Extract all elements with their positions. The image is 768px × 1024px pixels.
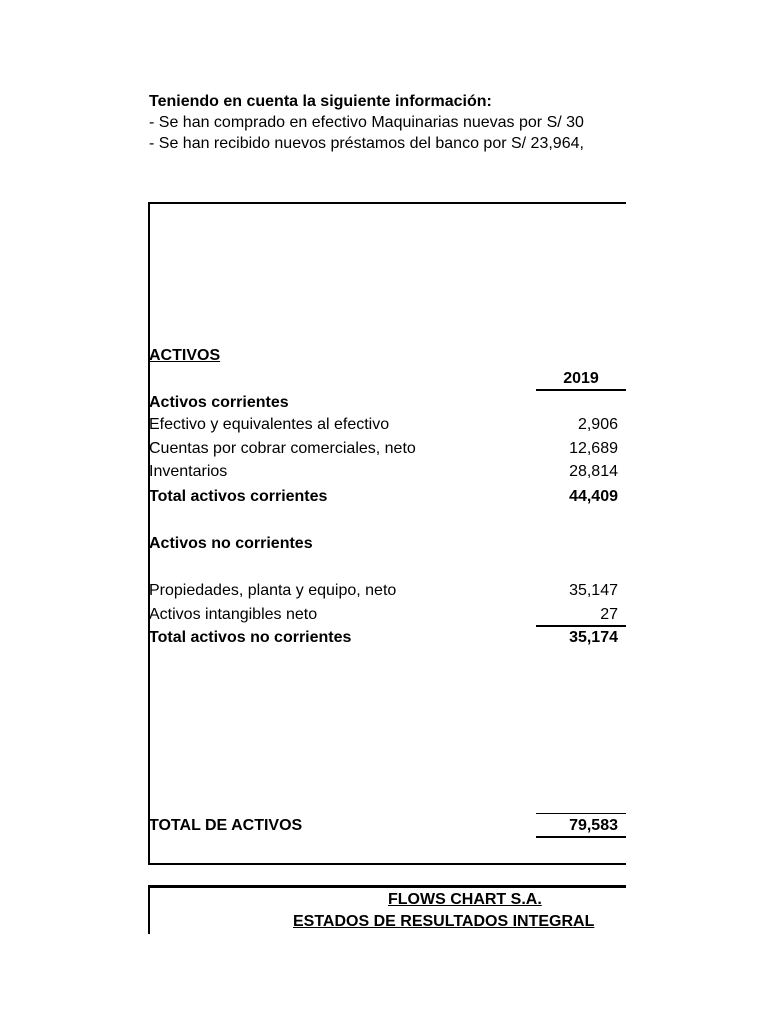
total-assets-double-underline <box>536 836 626 838</box>
intro-heading: Teniendo en cuenta la siguiente información: <box>149 93 492 110</box>
total-assets-overline <box>536 813 626 814</box>
assets-section-title: ACTIVOS <box>149 347 221 364</box>
row-label-intangibles: Activos intangibles neto <box>149 606 318 623</box>
total-assets-value: 79,583 <box>569 817 618 834</box>
row-value-receivables: 12,689 <box>569 440 618 457</box>
row-label-inventories: Inventarios <box>149 463 228 480</box>
intro-line-machinery: - Se han comprado en efectivo Maquinarias nuevas por S/ 30 <box>149 114 584 131</box>
row-label-ppe: Propiedades, planta y equipo, neto <box>149 582 397 599</box>
total-noncurrent-label: Total activos no corrientes <box>149 629 352 646</box>
row-value-intangibles: 27 <box>600 606 618 623</box>
intro-text <box>149 91 584 154</box>
total-current-label: Total activos corrientes <box>149 488 328 505</box>
year-underline <box>536 389 626 391</box>
total-assets-label: TOTAL DE ACTIVOS <box>149 817 303 834</box>
total-noncurrent-value: 35,174 <box>569 629 618 646</box>
row-value-ppe: 35,147 <box>569 582 618 599</box>
year-header: 2019 <box>563 370 599 387</box>
intro-line-loans: - Se han recibido nuevos préstamos del banco por S/ 23,964, <box>149 135 584 152</box>
row-value-inventories: 28,814 <box>569 463 618 480</box>
row-value-cash: 2,906 <box>577 416 618 433</box>
income-statement-title: ESTADOS DE RESULTADOS INTEGRAL <box>293 913 595 930</box>
intangibles-underline <box>536 625 626 627</box>
total-current-value: 44,409 <box>569 488 618 505</box>
current-assets-heading: Activos corrientes <box>149 394 289 411</box>
noncurrent-assets-heading: Activos no corrientes <box>149 535 313 552</box>
row-label-receivables: Cuentas por cobrar comerciales, neto <box>149 440 416 457</box>
row-label-cash: Efectivo y equivalentes al efectivo <box>149 416 390 433</box>
income-company-name: FLOWS CHART S.A. <box>388 891 542 908</box>
